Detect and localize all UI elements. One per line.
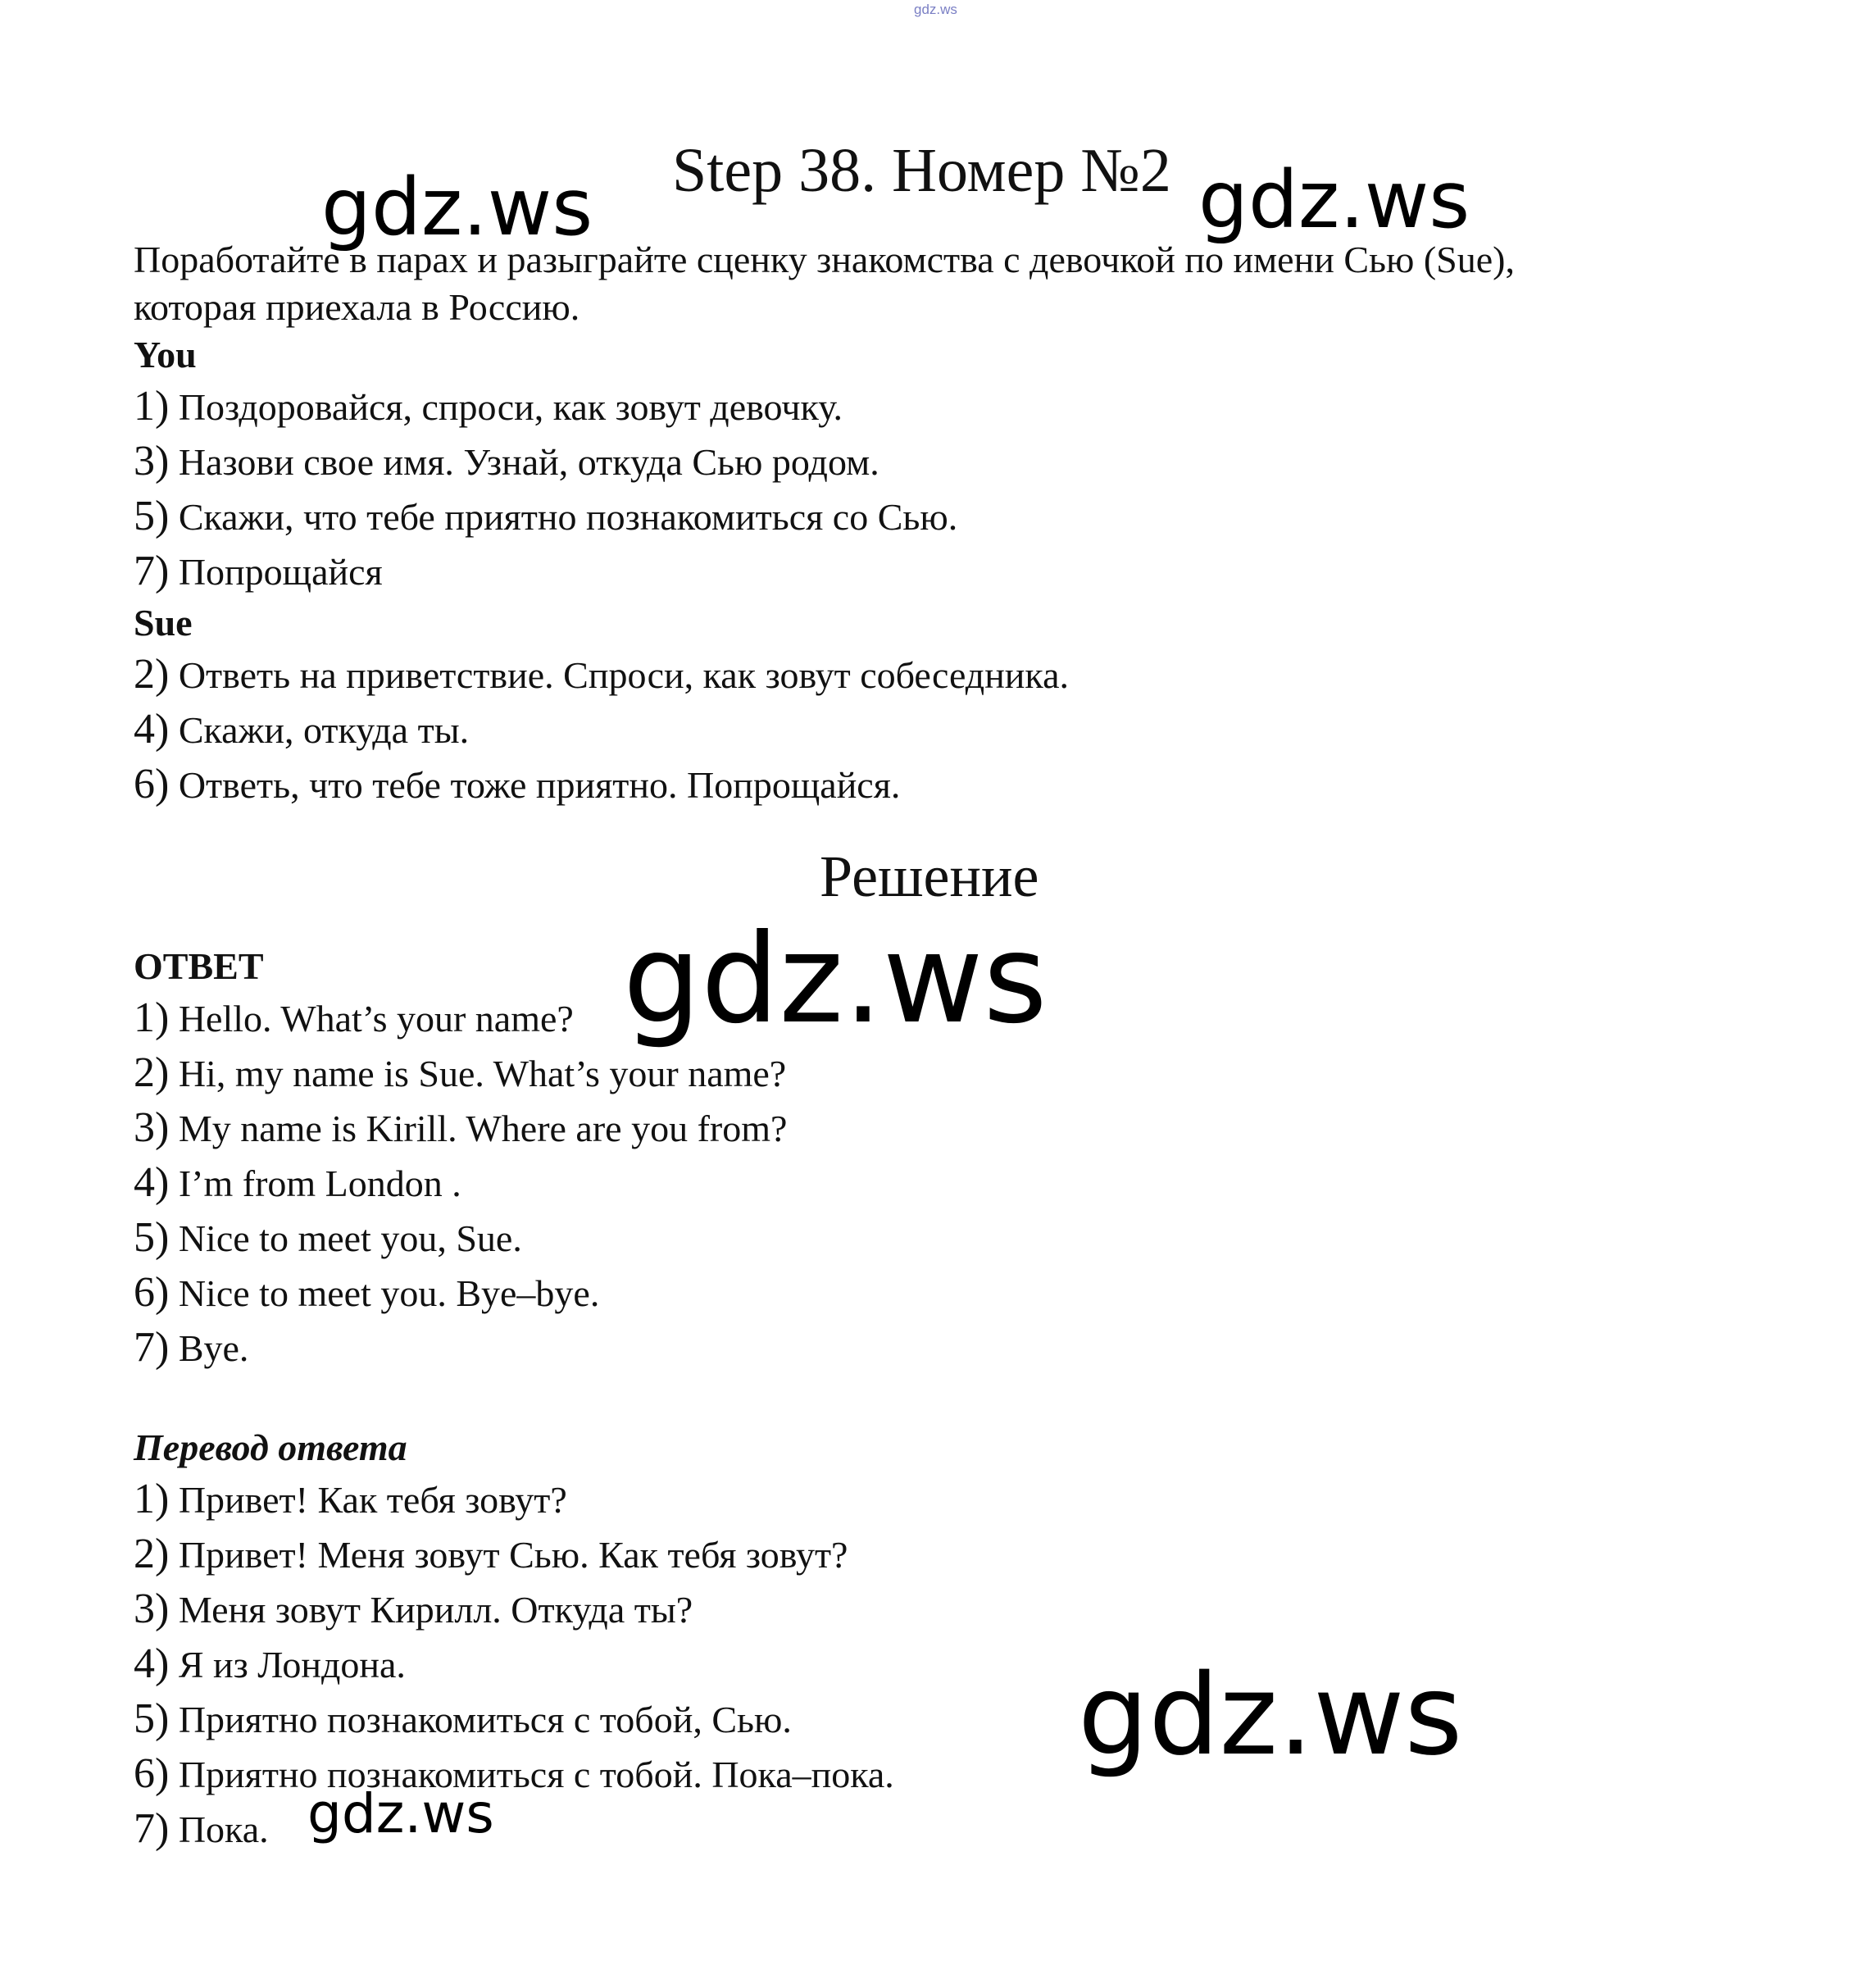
list-item: 3) Назови свое имя. Узнай, откуда Сью родом. bbox=[134, 438, 879, 484]
list-item: 7) Bye. bbox=[134, 1324, 249, 1371]
list-item: 3) My name is Kirill. Where are you from? bbox=[134, 1104, 788, 1151]
watermark: gdz.ws bbox=[1198, 154, 1470, 246]
list-item: 7) Попрощайся bbox=[134, 548, 383, 594]
list-item: 6) Nice to meet you. Bye–bye. bbox=[134, 1269, 600, 1316]
role-section-you bbox=[134, 331, 1527, 598]
watermark: gdz.ws bbox=[1078, 1651, 1463, 1781]
list-item: 5) Приятно познакомиться с тобой, Сью. bbox=[134, 1695, 792, 1742]
role-label-you: You bbox=[134, 334, 197, 375]
list-item: 4) Скажи, откуда ты. bbox=[134, 706, 470, 753]
list-item: 6) Ответь, что тебе тоже приятно. Попрощайся. bbox=[134, 761, 901, 807]
list-item: 2) Ответь на приветствие. Спроси, как зовут собеседника. bbox=[134, 651, 1069, 698]
list-item: 1) Hello. What’s your name? bbox=[134, 994, 574, 1041]
translation-label: Перевод ответа bbox=[134, 1426, 407, 1468]
list-item: 5) Nice to meet you, Sue. bbox=[134, 1214, 522, 1261]
list-item: 6) Приятно познакомиться с тобой. Пока–пока. bbox=[134, 1750, 894, 1797]
list-item: 4) Я из Лондона. bbox=[134, 1640, 406, 1687]
solution-heading: Решение bbox=[820, 844, 1039, 909]
role-label-sue: Sue bbox=[134, 602, 193, 644]
watermark: gdz.ws bbox=[623, 908, 1048, 1051]
list-item: 3) Меня зовут Кирилл. Откуда ты? bbox=[134, 1585, 693, 1632]
list-item: 1) Поздоровайся, спроси, как зовут девочку. bbox=[134, 383, 843, 430]
list-item: 5) Скажи, что тебе приятно познакомиться со Сью. bbox=[134, 493, 958, 539]
watermark: gdz.ws bbox=[321, 161, 593, 253]
role-section-sue bbox=[134, 599, 1527, 812]
page-title: Step 38. Номер №2 bbox=[672, 136, 1171, 205]
list-item: 1) Привет! Как тебя зовут? bbox=[134, 1476, 567, 1522]
list-item: 2) Hi, my name is Sue. What’s your name? bbox=[134, 1049, 787, 1096]
list-item: 7) Пока. bbox=[134, 1805, 269, 1852]
list-item: 2) Привет! Меня зовут Сью. Как тебя зовут? bbox=[134, 1531, 848, 1577]
list-item: 4) I’m from London . bbox=[134, 1159, 461, 1206]
answer-label: ОТВЕТ bbox=[134, 945, 264, 987]
top-watermark-text: gdz.ws bbox=[914, 2, 957, 17]
watermark: gdz.ws bbox=[307, 1782, 494, 1845]
task-instructions: Поработайте в парах и разыграйте сценку знакомства с девочкой по имени Сью (Sue), которая приехала в Россию. bbox=[134, 239, 1515, 328]
